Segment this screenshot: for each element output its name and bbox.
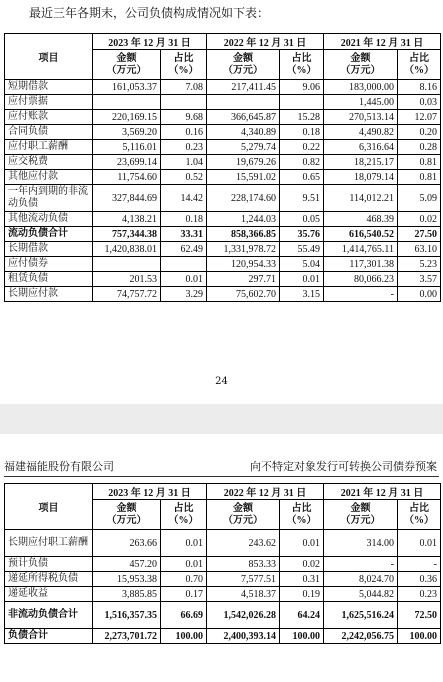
- amount-2023: 4,138.21: [93, 212, 161, 227]
- table-row: [5, 212, 441, 227]
- ratio-header: 占比 （%）: [398, 500, 441, 530]
- ratio-2023: 100.00: [161, 629, 207, 644]
- amount-2022: 366,645.87: [207, 110, 280, 125]
- row-item-label: 一年内到期的非流动负债: [5, 185, 93, 212]
- table-row: [5, 170, 441, 185]
- amount-2022: 243.62: [207, 530, 280, 557]
- amount-2021: 2,242,056.75: [324, 629, 398, 644]
- table-row: [5, 140, 441, 155]
- ratio-2023: 66.69: [161, 602, 207, 629]
- row-item-label: 应付账款: [5, 110, 93, 125]
- row-item-label: 递延所得税负债: [5, 572, 93, 587]
- ratio-2022: 0.31: [280, 572, 324, 587]
- amount-2022: 228,174.60: [207, 185, 280, 212]
- ratio-2023: 0.52: [161, 170, 207, 185]
- ratio-2022: 0.82: [280, 155, 324, 170]
- amount-2023: 1,420,838.01: [93, 242, 161, 257]
- row-item-label: 其他流动负债: [5, 212, 93, 227]
- amount-2023: [93, 95, 161, 110]
- row-item-label: 负债合计: [5, 629, 93, 644]
- amount-2022: 1,331,978.72: [207, 242, 280, 257]
- ratio-2023: 0.01: [161, 530, 207, 557]
- ratio-header: 占比 （%）: [398, 50, 441, 80]
- row-item-label: 应交税费: [5, 155, 93, 170]
- ratio-2023: 14.42: [161, 185, 207, 212]
- table-row: [5, 227, 441, 242]
- ratio-header: 占比 （%）: [280, 50, 324, 80]
- amount-2021: 183,000.00: [324, 80, 398, 95]
- ratio-2021: 100.00: [398, 629, 441, 644]
- amount-2023: 263.66: [93, 530, 161, 557]
- page-break: [0, 404, 443, 434]
- amount-2022: 297.71: [207, 272, 280, 287]
- ratio-header: 占比 （%）: [161, 50, 207, 80]
- amount-header: 金额 （万元）: [93, 50, 161, 80]
- amount-2023: 3,569.20: [93, 125, 161, 140]
- ratio-2023: 3.29: [161, 287, 207, 302]
- amount-2023: 15,953.38: [93, 572, 161, 587]
- amount-2023: 74,757.72: [93, 287, 161, 302]
- table-row: [5, 287, 441, 302]
- table-row: [5, 530, 441, 557]
- amount-2022: 853.33: [207, 557, 280, 572]
- row-item-label: 合同负债: [5, 125, 93, 140]
- ratio-2023: 0.70: [161, 572, 207, 587]
- row-item-label: 其他应付款: [5, 170, 93, 185]
- ratio-2022: 15.28: [280, 110, 324, 125]
- table-row: [5, 587, 441, 602]
- amount-2023: 5,116.01: [93, 140, 161, 155]
- amount-2023: 3,885.85: [93, 587, 161, 602]
- ratio-2022: 0.02: [280, 557, 324, 572]
- row-item-label: 租赁负债: [5, 272, 93, 287]
- amount-2021: 4,490.82: [324, 125, 398, 140]
- row-item-label: 预计负债: [5, 557, 93, 572]
- amount-2022: 4,340.89: [207, 125, 280, 140]
- amount-2022: 75,602.70: [207, 287, 280, 302]
- amount-2023: 220,169.15: [93, 110, 161, 125]
- amount-header: 金额 （万元）: [324, 500, 398, 530]
- ratio-header: 占比 （%）: [280, 500, 324, 530]
- amount-2023: 11,754.60: [93, 170, 161, 185]
- year-header-2022: 2022 年 12 月 31 日: [207, 34, 324, 50]
- amount-2021: 616,540.52: [324, 227, 398, 242]
- ratio-2023: 7.08: [161, 80, 207, 95]
- ratio-2023: 0.16: [161, 125, 207, 140]
- ratio-2022: 0.01: [280, 530, 324, 557]
- ratio-2023: 9.68: [161, 110, 207, 125]
- ratio-2021: 0.00: [398, 287, 441, 302]
- ratio-2022: 5.04: [280, 257, 324, 272]
- amount-2021: 1,445.00: [324, 95, 398, 110]
- ratio-2022: 0.05: [280, 212, 324, 227]
- ratio-2022: 9.06: [280, 80, 324, 95]
- liabilities-table-part1: [4, 33, 441, 302]
- amount-2021: 18,079.14: [324, 170, 398, 185]
- amount-2023: 23,699.14: [93, 155, 161, 170]
- amount-2021: 6,316.64: [324, 140, 398, 155]
- amount-2023: 1,516,357.35: [93, 602, 161, 629]
- amount-2021: 468.39: [324, 212, 398, 227]
- amount-2021: -: [324, 557, 398, 572]
- amount-2022: 120,954.33: [207, 257, 280, 272]
- ratio-2023: 0.01: [161, 272, 207, 287]
- year-header-2023: 2023 年 12 月 31 日: [93, 484, 207, 500]
- table-row: [5, 155, 441, 170]
- ratio-2021: 8.16: [398, 80, 441, 95]
- amount-2023: 457.20: [93, 557, 161, 572]
- amount-2021: 1,625,516.24: [324, 602, 398, 629]
- amount-header: 金额 （万元）: [324, 50, 398, 80]
- amount-2023: 201.53: [93, 272, 161, 287]
- ratio-2021: -: [398, 557, 441, 572]
- amount-2021: 1,414,765.11: [324, 242, 398, 257]
- amount-2022: 19,679.26: [207, 155, 280, 170]
- ratio-2023: 62.49: [161, 242, 207, 257]
- year-header-2021: 2021 年 12 月 31 日: [324, 34, 441, 50]
- ratio-2023: 0.17: [161, 587, 207, 602]
- ratio-2023: [161, 257, 207, 272]
- amount-2021: 8,024.70: [324, 572, 398, 587]
- amount-2021: 5,044.82: [324, 587, 398, 602]
- page-number: 24: [215, 376, 228, 387]
- ratio-2022: 0.22: [280, 140, 324, 155]
- intro-text: 最近三年各期末，公司负债构成情况如下表：: [29, 6, 270, 20]
- amount-header: 金额 （万元）: [93, 500, 161, 530]
- ratio-2021: 0.02: [398, 212, 441, 227]
- ratio-2021: 0.23: [398, 587, 441, 602]
- ratio-2021: 5.09: [398, 185, 441, 212]
- ratio-2021: 12.07: [398, 110, 441, 125]
- row-item-label: 长期应付款: [5, 287, 93, 302]
- ratio-2022: [280, 95, 324, 110]
- amount-2022: 5,279.74: [207, 140, 280, 155]
- amount-2022: 15,591.02: [207, 170, 280, 185]
- row-item-label: 长期借款: [5, 242, 93, 257]
- ratio-2021: 0.81: [398, 155, 441, 170]
- amount-2022: 2,400,393.14: [207, 629, 280, 644]
- table-row: [5, 572, 441, 587]
- table-row: [5, 125, 441, 140]
- ratio-2023: 0.18: [161, 212, 207, 227]
- amount-2023: 161,053.37: [93, 80, 161, 95]
- row-item-label: 递延收益: [5, 587, 93, 602]
- amount-2022: 4,518.37: [207, 587, 280, 602]
- ratio-2023: 0.23: [161, 140, 207, 155]
- item-header: 项目: [5, 34, 93, 80]
- ratio-2022: 0.19: [280, 587, 324, 602]
- ratio-2021: 0.28: [398, 140, 441, 155]
- amount-2022: 217,411.45: [207, 80, 280, 95]
- item-header: 项目: [5, 484, 93, 530]
- row-item-label: 流动负债合计: [5, 227, 93, 242]
- table-row: [5, 110, 441, 125]
- ratio-2022: 55.49: [280, 242, 324, 257]
- ratio-2021: 5.23: [398, 257, 441, 272]
- table2-body: [5, 530, 441, 644]
- year-header-2021: 2021 年 12 月 31 日: [324, 484, 441, 500]
- amount-2021: 117,301.38: [324, 257, 398, 272]
- ratio-header: 占比 （%）: [161, 500, 207, 530]
- amount-2023: 2,273,701.72: [93, 629, 161, 644]
- ratio-2023: 0.01: [161, 557, 207, 572]
- liabilities-table-part2: [4, 483, 441, 644]
- table-row: [5, 629, 441, 644]
- ratio-2022: 35.76: [280, 227, 324, 242]
- ratio-2021: 0.01: [398, 530, 441, 557]
- row-item-label: 短期借款: [5, 80, 93, 95]
- amount-2021: 80,066.23: [324, 272, 398, 287]
- table-row: [5, 602, 441, 629]
- amount-header: 金额 （万元）: [207, 50, 280, 80]
- amount-2022: 7,577.51: [207, 572, 280, 587]
- amount-2021: 114,012.21: [324, 185, 398, 212]
- amount-2021: 270,513.14: [324, 110, 398, 125]
- ratio-2021: 72.50: [398, 602, 441, 629]
- row-item-label: 应付票据: [5, 95, 93, 110]
- table-row: [5, 80, 441, 95]
- ratio-2021: 27.50: [398, 227, 441, 242]
- ratio-2022: 0.18: [280, 125, 324, 140]
- table-row: [5, 272, 441, 287]
- amount-2021: 314.00: [324, 530, 398, 557]
- amount-2023: [93, 257, 161, 272]
- ratio-2021: 63.10: [398, 242, 441, 257]
- amount-2023: 757,344.38: [93, 227, 161, 242]
- table-row: [5, 557, 441, 572]
- ratio-2023: 33.31: [161, 227, 207, 242]
- ratio-2022: 64.24: [280, 602, 324, 629]
- row-item-label: 应付债券: [5, 257, 93, 272]
- ratio-2023: 1.04: [161, 155, 207, 170]
- ratio-2021: 0.20: [398, 125, 441, 140]
- ratio-2021: 0.03: [398, 95, 441, 110]
- year-header-2023: 2023 年 12 月 31 日: [93, 34, 207, 50]
- row-item-label: 长期应付职工薪酬: [5, 530, 93, 557]
- ratio-2023: [161, 95, 207, 110]
- row-item-label: 应付职工薪酬: [5, 140, 93, 155]
- ratio-2022: 9.51: [280, 185, 324, 212]
- ratio-2022: 100.00: [280, 629, 324, 644]
- document-title: 向不特定对象发行可转换公司债券预案: [250, 460, 437, 473]
- year-header-2022: 2022 年 12 月 31 日: [207, 484, 324, 500]
- amount-2021: 18,215.17: [324, 155, 398, 170]
- table-row: [5, 185, 441, 212]
- table-row: [5, 242, 441, 257]
- row-item-label: 非流动负债合计: [5, 602, 93, 629]
- table1-body: [5, 80, 441, 302]
- amount-2022: 858,366.85: [207, 227, 280, 242]
- table-row: [5, 95, 441, 110]
- amount-2022: 1,542,026.28: [207, 602, 280, 629]
- ratio-2022: 3.15: [280, 287, 324, 302]
- ratio-2022: 0.65: [280, 170, 324, 185]
- ratio-2022: 0.01: [280, 272, 324, 287]
- amount-2021: -: [324, 287, 398, 302]
- ratio-2021: 0.36: [398, 572, 441, 587]
- table-row: [5, 257, 441, 272]
- amount-2022: [207, 95, 280, 110]
- amount-header: 金额 （万元）: [207, 500, 280, 530]
- amount-2022: 1,244.03: [207, 212, 280, 227]
- header-divider: [4, 476, 439, 477]
- company-name: 福建福能股份有限公司: [4, 460, 114, 473]
- ratio-2021: 3.57: [398, 272, 441, 287]
- ratio-2021: 0.81: [398, 170, 441, 185]
- amount-2023: 327,844.69: [93, 185, 161, 212]
